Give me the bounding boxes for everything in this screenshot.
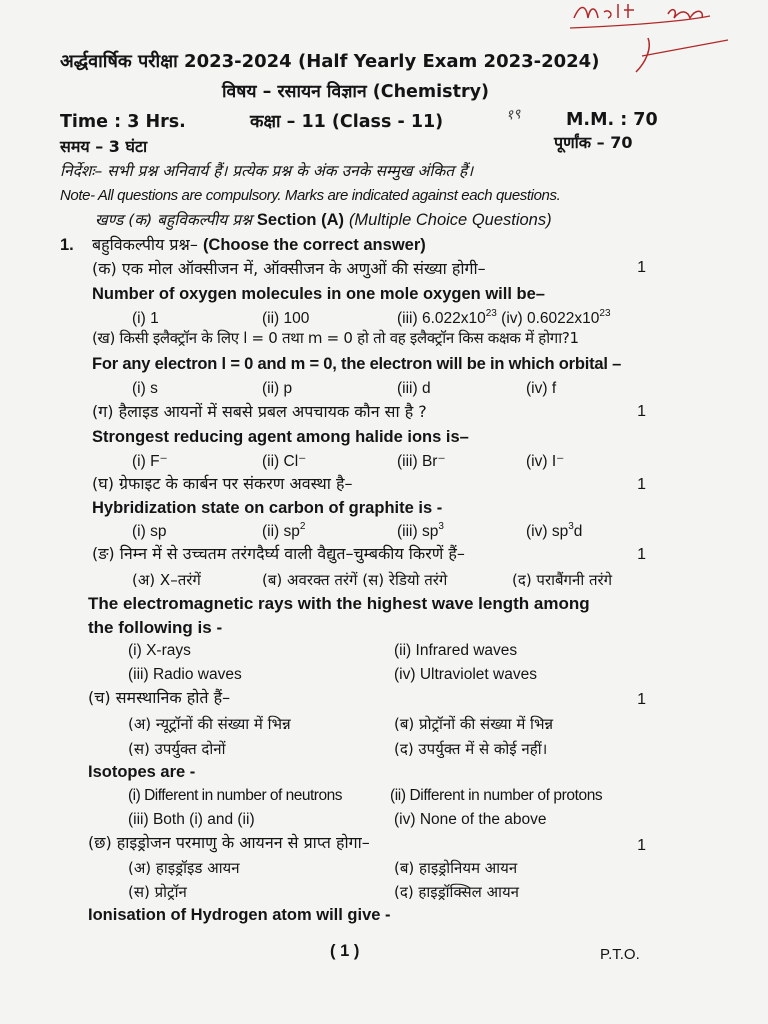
- qe-hindi-option-4: (द) पराबैंगनी तरंगे: [512, 571, 613, 589]
- section-hindi: खण्ड (क) बहुविकल्पीय प्रश्न: [95, 211, 252, 229]
- max-marks: M.M. : 70: [566, 110, 658, 130]
- qf-option-3: (iii) Both (i) and (ii): [128, 811, 255, 828]
- max-marks-hindi: पूर्णांक – 70: [554, 133, 633, 152]
- qc-option-3: (iii) Br⁻: [397, 453, 446, 470]
- qb-english: For any electron l = 0 and m = 0, the electron will be in which orbital –: [92, 355, 622, 373]
- qa-option-4-exponent: 23: [599, 308, 611, 319]
- section-subtitle: (Multiple Choice Questions): [348, 211, 552, 229]
- qa-option-4: (iv) 0.6022x10: [496, 310, 600, 327]
- qg-hindi-option-1: (अ) हाइड्रॉइड आयन: [128, 859, 240, 877]
- qf-option-2: (ii) Different in number of protons: [390, 787, 603, 804]
- time-label-hindi: समय – 3 घंटा: [60, 137, 148, 156]
- qb-option-4: (iv) f: [526, 380, 557, 397]
- qd-option-2: [262, 523, 305, 541]
- qa-option-1: (i) 1: [132, 310, 159, 327]
- qf-hindi-option-3: (स) उपर्युक्त दोनों: [128, 740, 226, 758]
- qf-hindi-option-1: (अ) न्यूट्रॉनों की संख्या में भिन्न: [128, 715, 291, 733]
- qc-option-4: (iv) I⁻: [526, 453, 565, 470]
- qd-mark: 1: [637, 476, 646, 493]
- qd-option-3-exponent: 3: [438, 521, 444, 532]
- qe-hindi: (ङ) निम्न में से उच्चतम तरंगदैर्घ्य वाली वैद्युत–चुम्बकीय किरणें हैं–: [92, 544, 465, 563]
- qe-english-line-1: The electromagnetic rays with the highest wave length among: [88, 594, 590, 613]
- time-label: Time : 3 Hrs.: [60, 112, 186, 132]
- handwritten-scribble: १९: [505, 106, 522, 124]
- subject-line: विषय – रसायन विज्ञान (Chemistry): [222, 82, 489, 102]
- qa-option-3: (iii) 6.022x10: [397, 310, 486, 327]
- section-title: Section (A): [256, 211, 344, 229]
- qb-option-2: (ii) p: [262, 380, 293, 397]
- qe-hindi-option-1: (अ) X–तरंगें: [132, 571, 201, 589]
- qa-hindi: (क) एक मोल ऑक्सीजन में, ऑक्सीजन के अणुओं की संख्या होगी–: [92, 259, 486, 278]
- qc-option-2: (ii) Cl⁻: [262, 453, 307, 470]
- qc-english: Strongest reducing agent among halide ions is–: [92, 428, 469, 446]
- qd-option-4-text: (iv) sp: [526, 523, 569, 540]
- qf-hindi: (च) समस्थानिक होते हैं–: [88, 688, 231, 707]
- qa-option-3-exponent: 23: [485, 308, 497, 319]
- qd-option-4-exponent: 3: [568, 521, 574, 532]
- qa-mark: 1: [637, 259, 646, 276]
- qa-option-3-4: [397, 310, 611, 328]
- instructions-hindi: निर्देशः– सभी प्रश्न अनिवार्य हैं। प्रत्येक प्रश्न के अंक उनके सम्मुख अंकित हैं।: [60, 162, 474, 180]
- qe-option-2: (ii) Infrared waves: [394, 642, 518, 659]
- qb-option-3: (iii) d: [397, 380, 431, 397]
- qc-mark: 1: [637, 403, 646, 420]
- qb-option-1: (i) s: [132, 380, 158, 397]
- qe-option-1: (i) X-rays: [128, 642, 191, 659]
- qe-option-3: (iii) Radio waves: [128, 666, 242, 683]
- qe-hindi-option-2-3: (ब) अवरक्त तरंगें (स) रेडियो तरंगे: [262, 571, 448, 589]
- qd-option-4: [526, 523, 582, 541]
- qb-hindi: (ख) किसी इलैक्ट्रॉन के लिए l = 0 तथा m = 0 हो तो वह इलैक्ट्रॉन किस कक्षक में होगा?1: [92, 329, 579, 347]
- qf-mark: 1: [637, 691, 646, 708]
- qd-option-1: (i) sp: [132, 523, 167, 540]
- qd-option-2-text: (ii) sp: [262, 523, 300, 540]
- qc-option-1: (i) F⁻: [132, 453, 168, 470]
- qf-hindi-option-2: (ब) प्रोट्रॉनों की संख्या में भिन्न: [394, 715, 554, 733]
- question-heading-english: (Choose the correct answer): [202, 236, 426, 254]
- qg-hindi-option-3: (स) प्रोट्रॉन: [128, 883, 187, 901]
- qe-option-4: (iv) Ultraviolet waves: [394, 666, 537, 683]
- section-heading: [95, 211, 552, 230]
- qf-hindi-option-4: (द) उपर्युक्त में से कोई नहीं।: [394, 740, 548, 758]
- instructions-english: Note- All questions are compulsory. Marks are indicated against each questions.: [60, 187, 561, 204]
- qd-option-4-tail: d: [573, 523, 583, 540]
- qf-option-1: (i) Different in number of neutrons: [128, 787, 342, 804]
- qd-english: Hybridization state on carbon of graphite is -: [92, 499, 443, 517]
- qa-option-2: (ii) 100: [262, 310, 310, 327]
- qa-english: Number of oxygen molecules in one mole oxygen will be–: [92, 285, 545, 303]
- qg-mark: 1: [637, 837, 646, 854]
- qf-option-4: (iv) None of the above: [394, 811, 547, 828]
- question-heading: [92, 236, 426, 255]
- qf-english: Isotopes are -: [88, 763, 196, 781]
- page-number: ( 1 ): [330, 942, 360, 960]
- qd-option-3-text: (iii) sp: [397, 523, 439, 540]
- qe-english-line-2: the following is -: [88, 618, 223, 637]
- qg-hindi: (छ) हाइड्रोजन परमाणु के आयनन से प्राप्त होगा–: [88, 833, 370, 852]
- qg-english: Ionisation of Hydrogen atom will give -: [88, 906, 391, 924]
- qd-option-2-exponent: 2: [299, 521, 306, 532]
- qg-hindi-option-4: (द) हाइड्रॉक्सिल आयन: [394, 883, 519, 901]
- qd-hindi: (घ) ग्रेफाइट के कार्बन पर संकरण अवस्था है–: [92, 474, 353, 493]
- qg-hindi-option-2: (ब) हाइड्रोनियम आयन: [394, 859, 518, 877]
- qd-option-3: [397, 523, 444, 541]
- exam-title: अर्द्धवार्षिक परीक्षा 2023-2024 (Half Yearly Exam 2023-2024): [60, 51, 600, 72]
- class-label: कक्षा – 11 (Class - 11): [250, 112, 444, 132]
- qe-mark: 1: [637, 546, 646, 563]
- please-turn-over: P.T.O.: [600, 946, 640, 963]
- qc-hindi: (ग) हैलाइड आयनों में सबसे प्रबल अपचायक कौन सा है ?: [92, 402, 427, 421]
- question-heading-hindi: बहुविकल्पीय प्रश्न–: [92, 235, 198, 254]
- question-number: 1.: [60, 236, 74, 254]
